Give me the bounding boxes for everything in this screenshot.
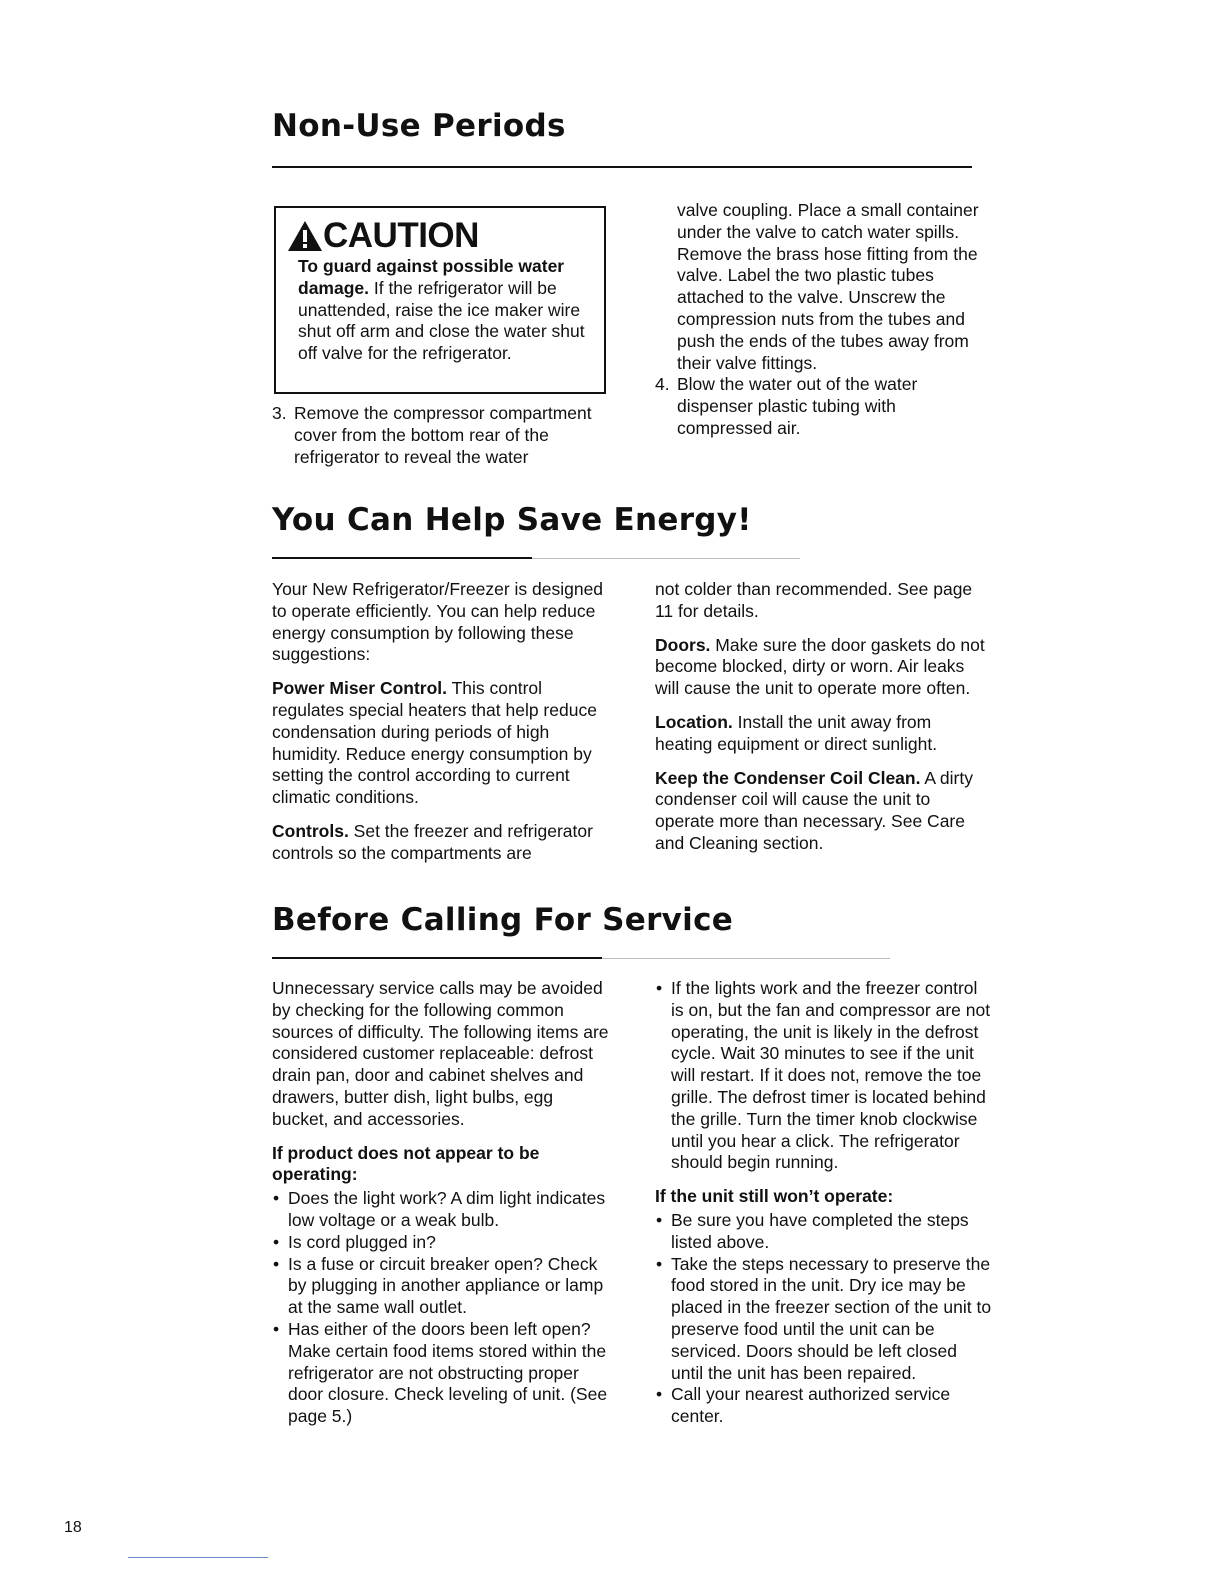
list-item: • Is a fuse or circuit breaker open? Check by plugging in another appliance or lamp at the same wall outlet. — [272, 1254, 612, 1319]
caution-bold-lead: To guard against possible water damage. — [298, 256, 565, 298]
defrost-cycle-list — [655, 978, 993, 1174]
footer-line — [128, 1557, 268, 1558]
section-rule-faint — [602, 958, 890, 959]
caution-heading — [287, 216, 479, 256]
service-right-column — [655, 978, 993, 1428]
list-item: • Call your nearest authorized service center. — [655, 1384, 993, 1428]
doors-paragraph: Doors. Make sure the door gaskets do not become blocked, dirty or worn. Air leaks will cause the unit to operate more often. — [655, 634, 985, 699]
list-item: • Has either of the doors been left open? Make certain food items stored within the refrigerator are not obstructing proper door closure. Check leveling of unit. (See page 5.) — [272, 1319, 612, 1428]
caution-body-text: If the refrigerator will be unattended, raise the ice maker wire shut off arm and close the water shut off valve for the refrigerator. — [298, 277, 585, 364]
step-3-continued: valve coupling. Place a small container under the valve to catch water spills. Remove the brass hose fitting from the valve. Label the two plastic tubes attached to the valve. Unscrew the compression nuts from the tubes and push the ends of the tubes away from their valve fittings. — [677, 200, 979, 373]
non-use-right-column — [655, 200, 990, 440]
still-wont-operate-heading: If the unit still won’t operate: — [655, 1186, 894, 1207]
section-title-non-use-periods: Non-Use Periods — [272, 108, 566, 144]
controls-paragraph: Controls. Set the freezer and refrigerator controls so the compartments are — [272, 820, 593, 863]
list-item: • Does the light work? A dim light indicates low voltage or a weak bulb. — [272, 1188, 612, 1232]
non-use-left-column — [272, 403, 602, 468]
energy-left-column — [272, 579, 612, 877]
section-rule — [272, 557, 532, 559]
not-operating-heading: If product does not appear to be operating: — [272, 1142, 540, 1185]
list-item: • Is cord plugged in? — [272, 1232, 612, 1254]
section-rule — [272, 166, 972, 168]
energy-intro: Your New Refrigerator/Freezer is designed to operate efficiently. You can help reduce energy consumption by following these suggestions: — [272, 579, 604, 665]
list-item: • Be sure you have completed the steps listed above. — [655, 1210, 993, 1254]
not-operating-list — [272, 1188, 612, 1428]
section-title-before-calling-service: Before Calling For Service — [272, 902, 734, 938]
caution-label: CAUTION — [323, 216, 479, 255]
step-4: 4. Blow the water out of the water dispenser plastic tubing with compressed air. — [655, 374, 918, 438]
condenser-coil-paragraph: Keep the Condenser Coil Clean. A dirty condenser coil will cause the unit to operate more than necessary. See Care and Cleaning section. — [655, 767, 973, 853]
section-rule-faint — [532, 558, 800, 559]
controls-continued: not colder than recommended. See page 11 for details. — [655, 579, 973, 621]
list-item: • If the lights work and the freezer control is on, but the fan and compressor are not operating, the unit is likely in the defrost cycle. Wait 30 minutes to see if the unit will restart. If it does not, remove the toe grille. The defrost timer is located behind the grille. Turn the timer knob clockwise until you hear a click. The refrigerator should begin running. — [655, 978, 993, 1174]
caution-text — [298, 256, 588, 365]
service-intro: Unnecessary service calls may be avoided by checking for the following common sources of difficulty. The following items are considered customer replaceable: defrost drain pan, door and cabinet shelves and drawers, butter dish, light bulbs, egg bucket, and accessories. — [272, 978, 609, 1129]
service-left-column — [272, 978, 612, 1428]
energy-right-column — [655, 579, 993, 867]
step-3: 3. Remove the compressor compartment cover from the bottom rear of the refrigerator to reveal the water — [272, 403, 592, 467]
power-miser-paragraph: Power Miser Control. This control regulates special heaters that help reduce condensation during periods of high humidity. Reduce energy consumption by setting the control according to current climatic conditions. — [272, 678, 597, 808]
location-paragraph: Location. Install the unit away from heating equipment or direct sunlight. — [655, 711, 938, 754]
section-title-save-energy: You Can Help Save Energy! — [272, 502, 752, 538]
list-item: • Take the steps necessary to preserve the food stored in the unit. Dry ice may be placed in the freezer section of the unit to preserve food until the unit can be serviced. Doors should be left closed until the unit has been repaired. — [655, 1254, 993, 1385]
page-number: 18 — [64, 1519, 82, 1536]
still-wont-operate-list — [655, 1210, 993, 1428]
section-rule — [272, 957, 602, 959]
warning-triangle-icon — [287, 220, 323, 252]
